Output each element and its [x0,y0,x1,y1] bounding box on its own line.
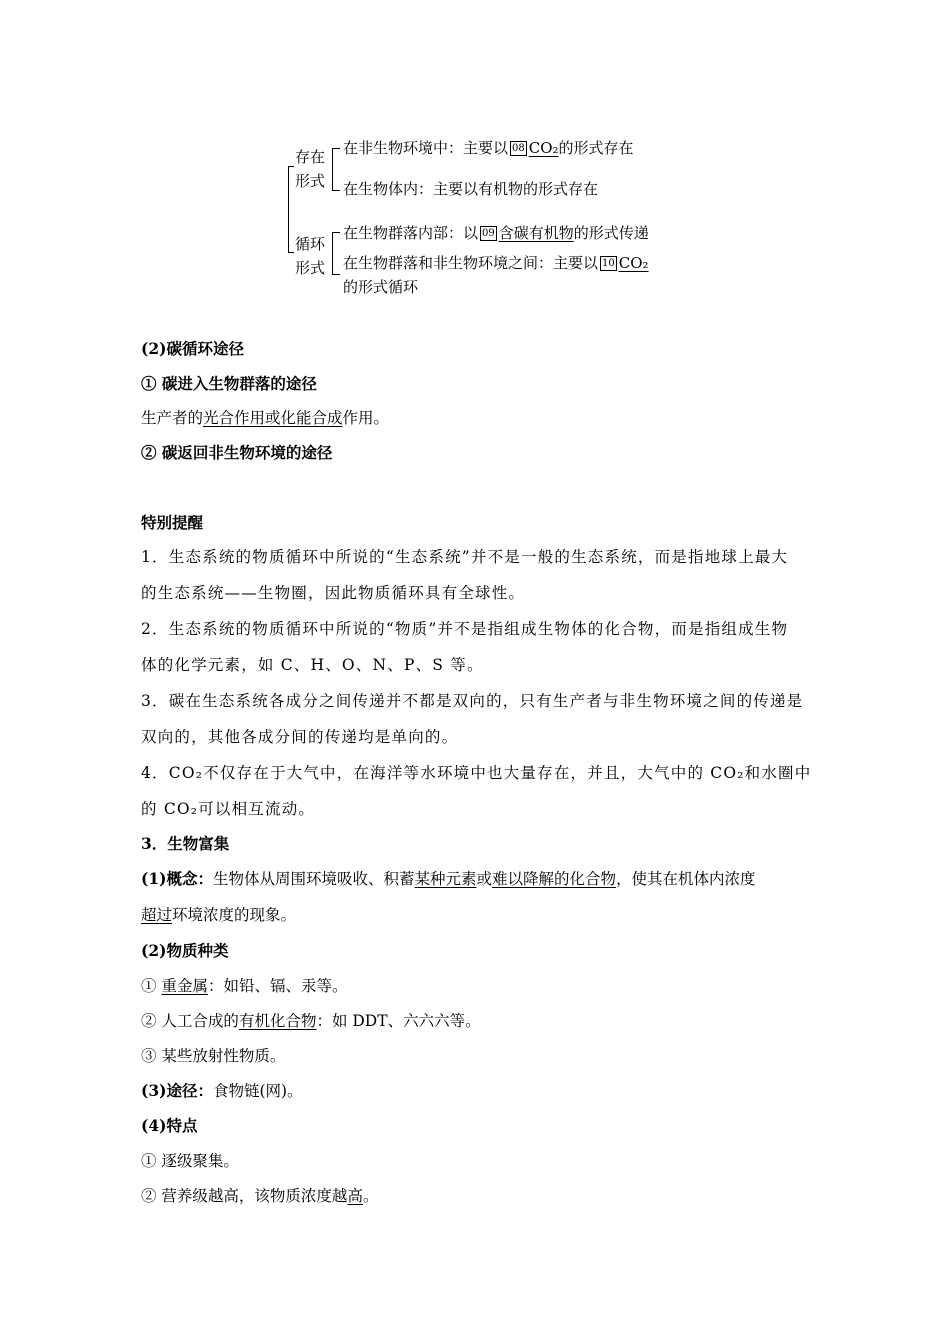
type-fill-metal: 重金属 [161,977,208,995]
cycle-tick-bottom [332,274,340,275]
cycle-label-1: 循环 [295,235,326,253]
exist-label-1: 存在 [295,148,326,166]
blank-number-10: 10 [602,258,615,269]
bio-feature-heading: (4)特点 [141,1116,198,1135]
exist-tick-top [332,148,340,149]
reminder-line-8: 的 CO₂可以相互流动。 [141,800,316,818]
blank-fill-10: CO₂ [618,254,649,272]
carbon-path-sub2: ② 碳返回非生物环境的途径 [141,443,333,462]
bio-feature-1: ① 逐级聚集。 [141,1152,239,1170]
bio-type-3: ③ 某些放射性物质。 [141,1047,286,1065]
type-fill-organic: 有机化合物 [238,1012,317,1030]
exist-item-1: 在非生物环境中：主要以 08 CO₂的形式存在 [343,139,634,157]
reminder-line-7: 4．CO₂不仅存在于大气中，在海洋等水环境中也大量存在，并且，大气中的 CO₂和水圈中 [141,764,812,782]
bio-concept-line1: (1)概念：生物体从周围环境吸收、积蓄某种元素或难以降解的化合物，使其在机体内浓度 [141,869,756,888]
concept-fill-exceed: 超过 [141,906,173,924]
bio-type-1: ① 重金属：如铅、镉、汞等。 [141,977,348,995]
cycle-item-1: 在生物群落内部：以 09 含碳有机物的形式传递 [343,224,649,242]
exist-bracket [332,148,333,190]
bio-type-2: ② 人工合成的有机化合物：如 DDT、六六六等。 [141,1012,481,1030]
concept-fill-element: 某种元素 [414,870,477,888]
bio-route: (3)途径：食物链(网)。 [141,1081,303,1100]
cycle-item-2: 在生物群落和非生物环境之间：主要以 10 CO₂ [343,254,649,272]
producer-process-fill: 光合作用或化能合成 [203,409,343,427]
cycle-label-2: 形式 [295,259,326,277]
bio-concept-line2: 超过环境浓度的现象。 [141,906,297,924]
reminder-line-2: 的生态系统——生物圈，因此物质循环具有全球性。 [141,584,526,602]
carbon-path-line1: 生产者的光合作用或化能合成作用。 [141,409,390,427]
blank-fill-09: 含碳有机物 [498,224,574,242]
bio-heading: 3．生物富集 [141,834,230,853]
exist-tick-bottom [332,190,340,191]
feature-fill-high: 高 [347,1187,363,1205]
exist-label-2: 形式 [295,172,326,190]
reminder-line-6: 双向的，其他各成分间的传递均是单向的。 [141,728,459,746]
reminder-title: 特别提醒 [141,513,204,532]
outer-tick-bottom [288,252,294,253]
bio-feature-2: ② 营养级越高，该物质浓度越高。 [141,1187,379,1205]
outer-bracket [288,166,289,252]
blank-number-09: 09 [482,228,495,239]
carbon-path-sub1: ① 碳进入生物群落的途径 [141,374,317,393]
cycle-item-2-cont: 的形式循环 [343,278,419,296]
carbon-path-heading: (2)碳循环途径 [141,339,244,358]
reminder-line-5: 3．碳在生态系统各成分之间传递并不都是双向的，只有生产者与非生物环境之间的传递是 [141,692,804,710]
cycle-bracket [332,232,333,274]
bio-types-heading: (2)物质种类 [141,941,229,960]
reminder-line-4: 体的化学元素，如 C、H、O、N、P、S 等。 [141,656,484,674]
reminder-line-3: 2．生态系统的物质循环中所说的“物质”并不是指组成生物体的化合物，而是指组成生物 [141,620,789,638]
blank-fill-08: CO₂ [528,139,559,157]
blank-number-08: 08 [512,143,525,154]
reminder-line-1: 1．生态系统的物质循环中所说的“生态系统”并不是一般的生态系统，而是指地球上最大 [141,548,789,566]
cycle-tick-top [332,232,340,233]
concept-fill-compound: 难以降解的化合物 [492,870,617,888]
outer-tick-top [288,166,294,167]
exist-item-2: 在生物体内：主要以有机物的形式存在 [343,180,599,198]
